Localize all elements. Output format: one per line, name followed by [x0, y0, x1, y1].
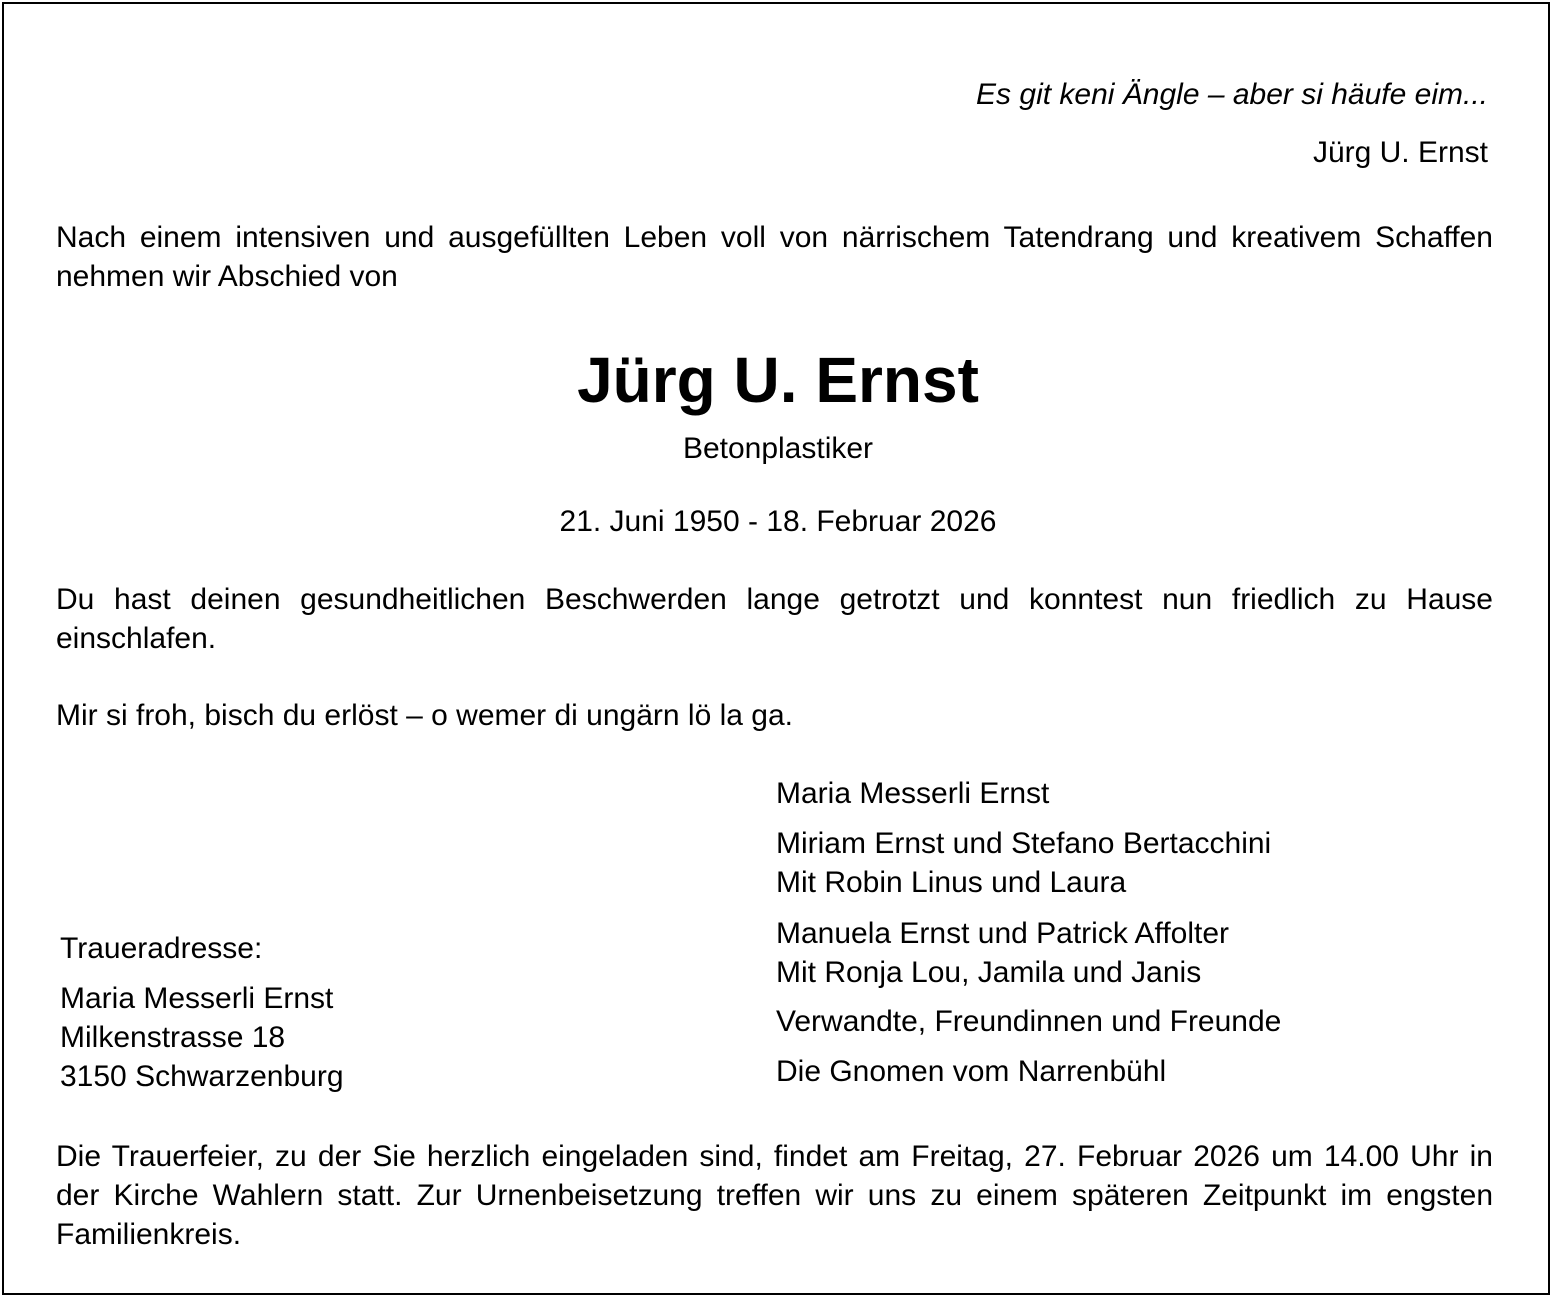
- intro-paragraph: Nach einem intensiven und ausgefüllten Leben voll von närrischem Tatendrang und kreativem Schaffen nehmen wir Abschied von: [56, 221, 1493, 293]
- condolence-paragraph: Du hast deinen gesundheitlichen Beschwerden lange getrotzt und konntest nun friedlich zu Hause einschlafen.: [56, 583, 1493, 655]
- mourner-line: Miriam Ernst und Stefano Bertacchini: [776, 827, 1272, 860]
- deceased-name: Jürg U. Ernst: [577, 344, 979, 416]
- mourning-address: [60, 979, 344, 1096]
- mourner-group: [776, 914, 1229, 992]
- address-line: 3150 Schwarzenburg: [60, 1060, 344, 1093]
- funeral-notice: Die Trauerfeier, zu der Sie herzlich eingeladen sind, findet am Freitag, 27. Februar 2026 um 14.00 Uhr in der Kirche Wahlern statt. Zur Urnenbeisetzung treffen wir uns zu einem späteren Zeitpunkt im engsten Familienkreis.: [56, 1140, 1493, 1251]
- address-line: Milkenstrasse 18: [60, 1021, 286, 1054]
- mourner-line: Manuela Ernst und Patrick Affolter: [776, 917, 1230, 950]
- deceased-profession: Betonplastiker: [682, 432, 874, 465]
- mourning-address-label: Traueradresse:: [60, 932, 263, 965]
- mourner-group: [776, 1053, 1166, 1091]
- mourner-group: [776, 775, 1049, 813]
- mourner-line: Verwandte, Freundinnen und Freunde: [776, 1005, 1282, 1038]
- motto-quote: Es git keni Ängle – aber si häufe eim...: [976, 78, 1488, 111]
- obituary-frame: [2, 2, 1550, 1295]
- mourner-group: [776, 824, 1271, 902]
- dialect-line: Mir si froh, bisch du erlöst – o wemer di ungärn lö la ga.: [56, 699, 794, 732]
- deceased-dates: 21. Juni 1950 - 18. Februar 2026: [559, 505, 997, 538]
- mourner-line: Die Gnomen vom Narrenbühl: [776, 1055, 1167, 1088]
- mourner-group: [776, 1003, 1281, 1041]
- address-line: Maria Messerli Ernst: [60, 982, 334, 1015]
- motto-author: Jürg U. Ernst: [1312, 136, 1488, 169]
- mourner-line: Maria Messerli Ernst: [776, 777, 1050, 810]
- mourner-line: Mit Ronja Lou, Jamila und Janis: [776, 956, 1202, 989]
- mourner-line: Mit Robin Linus und Laura: [776, 866, 1127, 899]
